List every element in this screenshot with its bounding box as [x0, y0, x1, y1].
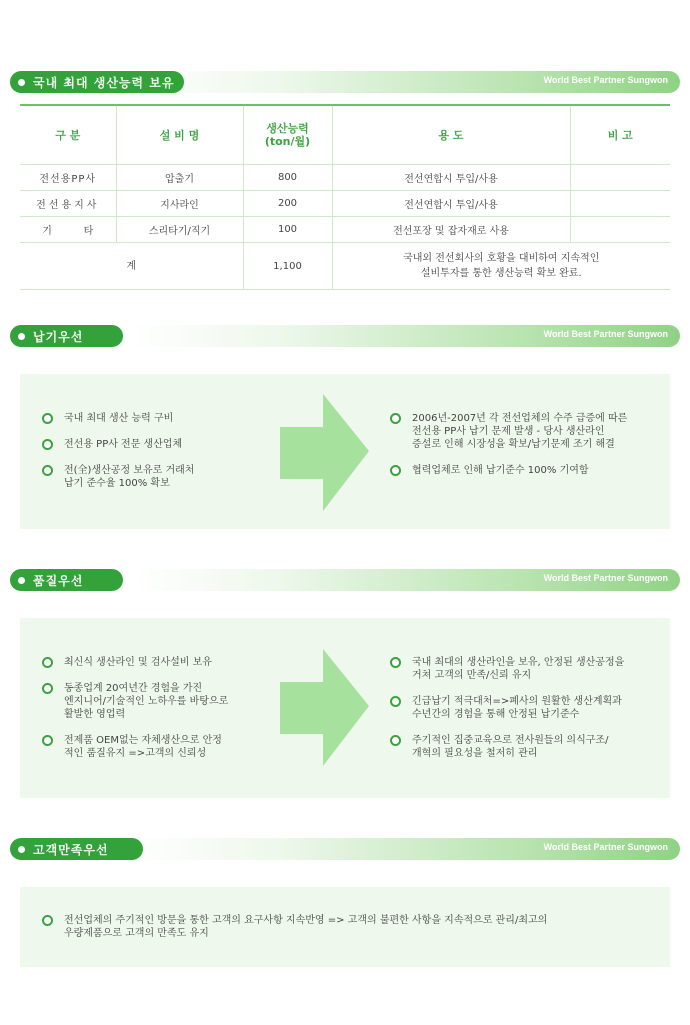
cell-total-label: 계 — [20, 243, 243, 290]
section-header-satisfaction — [10, 838, 680, 860]
section-title-pill — [10, 838, 143, 860]
circle-bullet-icon — [390, 657, 401, 668]
list-item-text: 국내 최대의 생산라인을 보유, 안정된 생산공정을 거쳐 고객의 만족/신뢰 유지 — [412, 657, 625, 681]
section-title: 국내 최대 생산능력 보유 — [33, 75, 175, 90]
cell-capacity: 100 — [243, 217, 332, 243]
circle-bullet-icon — [42, 439, 53, 450]
list-item — [390, 695, 670, 721]
list-item — [42, 464, 292, 490]
capacity-table — [20, 104, 670, 290]
list-item-text: 전(全)생산공정 보유로 거래처 납기 준수율 100% 확보 — [64, 465, 195, 489]
satisfaction-list — [42, 914, 652, 953]
cell-category: 전선용PP사 — [20, 165, 116, 191]
list-item-text: 전선용 PP사 전문 생산업체 — [64, 439, 183, 450]
list-item-text: 동종업계 20여년간 경험을 가진 엔지니어/기술적인 노하우를 바탕으로 활발한 영업력 — [64, 683, 229, 720]
section-header-capacity — [10, 71, 680, 93]
delivery-left-list — [42, 412, 292, 503]
cell-capacity: 200 — [243, 191, 332, 217]
list-item — [42, 438, 292, 451]
bullet-dot-icon — [18, 333, 25, 340]
circle-bullet-icon — [42, 735, 53, 746]
list-item — [42, 656, 292, 669]
section-header-quality — [10, 569, 680, 591]
right-arrow-icon — [280, 649, 370, 767]
table-row — [20, 165, 670, 191]
table-row — [20, 191, 670, 217]
circle-bullet-icon — [42, 657, 53, 668]
list-item-text: 주기적인 집중교육으로 전사원들의 의식구조/ 개혁의 필요성을 철저히 관리 — [412, 735, 609, 759]
brand-tagline: World Best Partner Sungwon — [543, 329, 668, 339]
circle-bullet-icon — [390, 735, 401, 746]
bullet-dot-icon — [18, 577, 25, 584]
cell-equipment: 압출기 — [116, 165, 243, 191]
brand-tagline: World Best Partner Sungwon — [543, 842, 668, 852]
circle-bullet-icon — [42, 683, 53, 694]
col-header-equipment: 설 비 명 — [116, 105, 243, 165]
section-header-delivery — [10, 325, 680, 347]
section-title: 품질우선 — [33, 573, 84, 588]
quality-panel — [20, 618, 670, 798]
total-use-line: 국내외 전선회사의 호황을 대비하여 지속적인 — [403, 253, 600, 264]
section-title-pill — [10, 71, 184, 93]
col-header-note: 비 고 — [570, 105, 670, 165]
list-item-text: 전선업체의 주기적인 방문을 통한 고객의 요구사항 지속반영 => 고객의 불편한 사항을 지속적으로 관리/최고의 우량제품으로 고객의 만족도 유지 — [64, 915, 548, 939]
list-item-text: 최신식 생산라인 및 검사설비 보유 — [64, 657, 212, 668]
list-item-text: 국내 최대 생산 능력 구비 — [64, 413, 174, 424]
col-header-use: 용 도 — [332, 105, 570, 165]
cell-note — [570, 191, 670, 217]
cell-total-capacity: 1,100 — [243, 243, 332, 290]
circle-bullet-icon — [390, 413, 401, 424]
table-header-row — [20, 105, 670, 165]
cell-note — [570, 165, 670, 191]
cell-use: 전선포장 및 잡자재로 사용 — [332, 217, 570, 243]
list-item — [390, 464, 670, 477]
list-item — [390, 734, 670, 760]
delivery-panel — [20, 374, 670, 529]
cell-use: 전선연합시 투입/사용 — [332, 191, 570, 217]
circle-bullet-icon — [390, 465, 401, 476]
delivery-right-list — [390, 412, 670, 490]
cell-use: 전선연합시 투입/사용 — [332, 165, 570, 191]
circle-bullet-icon — [390, 696, 401, 707]
col-header-capacity: 생산능력 (ton/월) — [243, 105, 332, 165]
section-title-pill — [10, 569, 123, 591]
cell-total-use — [332, 243, 670, 290]
section-title: 납기우선 — [33, 329, 84, 344]
quality-left-list — [42, 656, 292, 773]
circle-bullet-icon — [42, 413, 53, 424]
cell-equipment: 지사라인 — [116, 191, 243, 217]
total-use-line: 설비투자를 통한 생산능력 확보 완료. — [420, 268, 582, 279]
bullet-dot-icon — [18, 846, 25, 853]
list-item — [390, 412, 670, 451]
list-item — [42, 682, 292, 721]
cell-note — [570, 217, 670, 243]
list-item — [42, 734, 292, 760]
cell-equipment: 스리타기/직기 — [116, 217, 243, 243]
cell-category: 전선용지사 — [20, 191, 116, 217]
list-item — [390, 656, 670, 682]
list-item-text: 협력업체로 인해 납기준수 100% 기여함 — [412, 465, 589, 476]
circle-bullet-icon — [42, 915, 53, 926]
right-arrow-icon — [280, 394, 370, 512]
circle-bullet-icon — [42, 465, 53, 476]
brand-tagline: World Best Partner Sungwon — [543, 573, 668, 583]
table-total-row — [20, 243, 670, 290]
quality-right-list — [390, 656, 670, 773]
brand-tagline: World Best Partner Sungwon — [543, 75, 668, 85]
satisfaction-panel — [20, 887, 670, 967]
list-item-text: 2006년-2007년 각 전선업체의 수주 급증에 따른 전선용 PP사 납기 문제 발생 - 당사 생산라인 증설로 인해 시장성을 확보/납기문제 조기 해결 — [412, 413, 628, 450]
table-row — [20, 217, 670, 243]
section-title-pill — [10, 325, 123, 347]
bullet-dot-icon — [18, 79, 25, 86]
col-header-category: 구 분 — [20, 105, 116, 165]
list-item-text: 긴급납기 적극대처=>폐사의 원활한 생산계획과 수년간의 경험을 통해 안정된 납기준수 — [412, 696, 622, 720]
cell-category: 기 타 — [20, 217, 116, 243]
list-item — [42, 914, 652, 940]
list-item-text: 전제품 OEM없는 자체생산으로 안정 적인 품질유지 =>고객의 신뢰성 — [64, 735, 222, 759]
cell-capacity: 800 — [243, 165, 332, 191]
section-title: 고객만족우선 — [33, 842, 109, 857]
list-item — [42, 412, 292, 425]
